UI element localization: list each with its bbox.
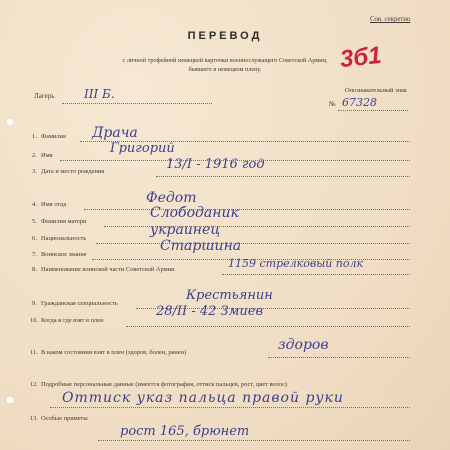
camp-value: III Б. — [84, 87, 115, 101]
field-13-number: 13. — [30, 415, 38, 422]
field-8-value: 1159 стрелковый полк — [228, 257, 364, 270]
field-2-label: Имя — [41, 152, 53, 159]
field-11-number: 11. — [30, 349, 38, 356]
field-1-label: Фамилия — [41, 133, 66, 140]
field-4-number: 4. — [32, 201, 37, 208]
field-6-label: Национальность — [41, 235, 87, 242]
punch-hole-top — [6, 118, 14, 126]
field-8-line — [222, 274, 410, 275]
field-2-value: Григорий — [110, 141, 175, 156]
classification-label: Сов. секретно — [370, 16, 411, 23]
ident-prefix: № — [329, 100, 336, 108]
field-10-label: Когда и где взят в плен — [41, 317, 104, 324]
field-3-label: Дата и место рождения — [41, 168, 105, 175]
field-7-label: Воинское звание — [41, 251, 87, 258]
field-7-number: 7. — [32, 251, 37, 258]
field-10-value: 28/II - 42 Змиев — [156, 304, 264, 319]
field-5-number: 5. — [32, 218, 37, 225]
field-12-label: Подробные персональные данные (имеется фотография, оттиск пальцев, рост, цвет волос) — [41, 381, 288, 388]
field-4-value: Федот — [146, 190, 197, 206]
field-4-label: Имя отца — [41, 201, 67, 208]
field-9-number: 9. — [32, 300, 37, 307]
field-13-label: Особые приметы — [41, 415, 88, 422]
field-8-number: 8. — [32, 266, 37, 273]
field-12-value: Оттиск указ пальца правой руки — [62, 390, 344, 406]
field-1-number: 1. — [32, 133, 37, 140]
field-3-number: 3. — [32, 168, 37, 175]
field-11-value: здоров — [278, 337, 329, 353]
field-11-label: В каком состоянии взят в плен (здоров, болен, ранен) — [41, 349, 187, 356]
field-10-line — [126, 326, 410, 327]
field-5-label: Фамилия матери — [41, 218, 87, 225]
camp-line — [62, 103, 212, 104]
field-11-line — [268, 357, 410, 358]
document-subtitle-line2: бывшего в немецком плену. — [188, 66, 262, 73]
field-12-number: 12. — [30, 381, 38, 388]
field-8-label: Наименование воинской части Советской Армии — [41, 266, 175, 273]
field-7-value: Старшина — [160, 238, 242, 254]
field-13-line — [98, 440, 410, 441]
field-6-line — [96, 243, 410, 244]
ident-label: Опознавательный знак — [345, 87, 407, 94]
field-5-value: Слободаник — [150, 205, 239, 221]
document-title: ПЕРЕВОД — [187, 30, 263, 42]
red-handwritten-mark: 3б1 — [338, 41, 383, 74]
field-1-value: Драча — [92, 125, 138, 141]
field-13-value: рост 165, брюнет — [120, 424, 250, 439]
ident-line — [338, 110, 408, 111]
field-9-value: Крестьянин — [186, 288, 273, 303]
field-3-line — [156, 176, 410, 177]
document-subtitle-line1: с личной трофейной немецкой карточки военнослужащего Советской Армии, — [122, 57, 328, 64]
field-4-line — [84, 209, 410, 210]
punch-hole-bottom — [6, 396, 14, 404]
field-12-line — [50, 407, 410, 408]
field-10-number: 10. — [30, 317, 38, 324]
field-2-number: 2. — [32, 152, 37, 159]
ident-value: 67328 — [342, 96, 377, 109]
field-3-value: 13/I - 1916 год — [166, 157, 265, 172]
field-6-number: 6. — [32, 235, 37, 242]
camp-label: Лагерь — [34, 92, 55, 100]
field-6-value: украинец — [150, 222, 221, 238]
field-9-label: Гражданская специальность — [41, 300, 118, 307]
